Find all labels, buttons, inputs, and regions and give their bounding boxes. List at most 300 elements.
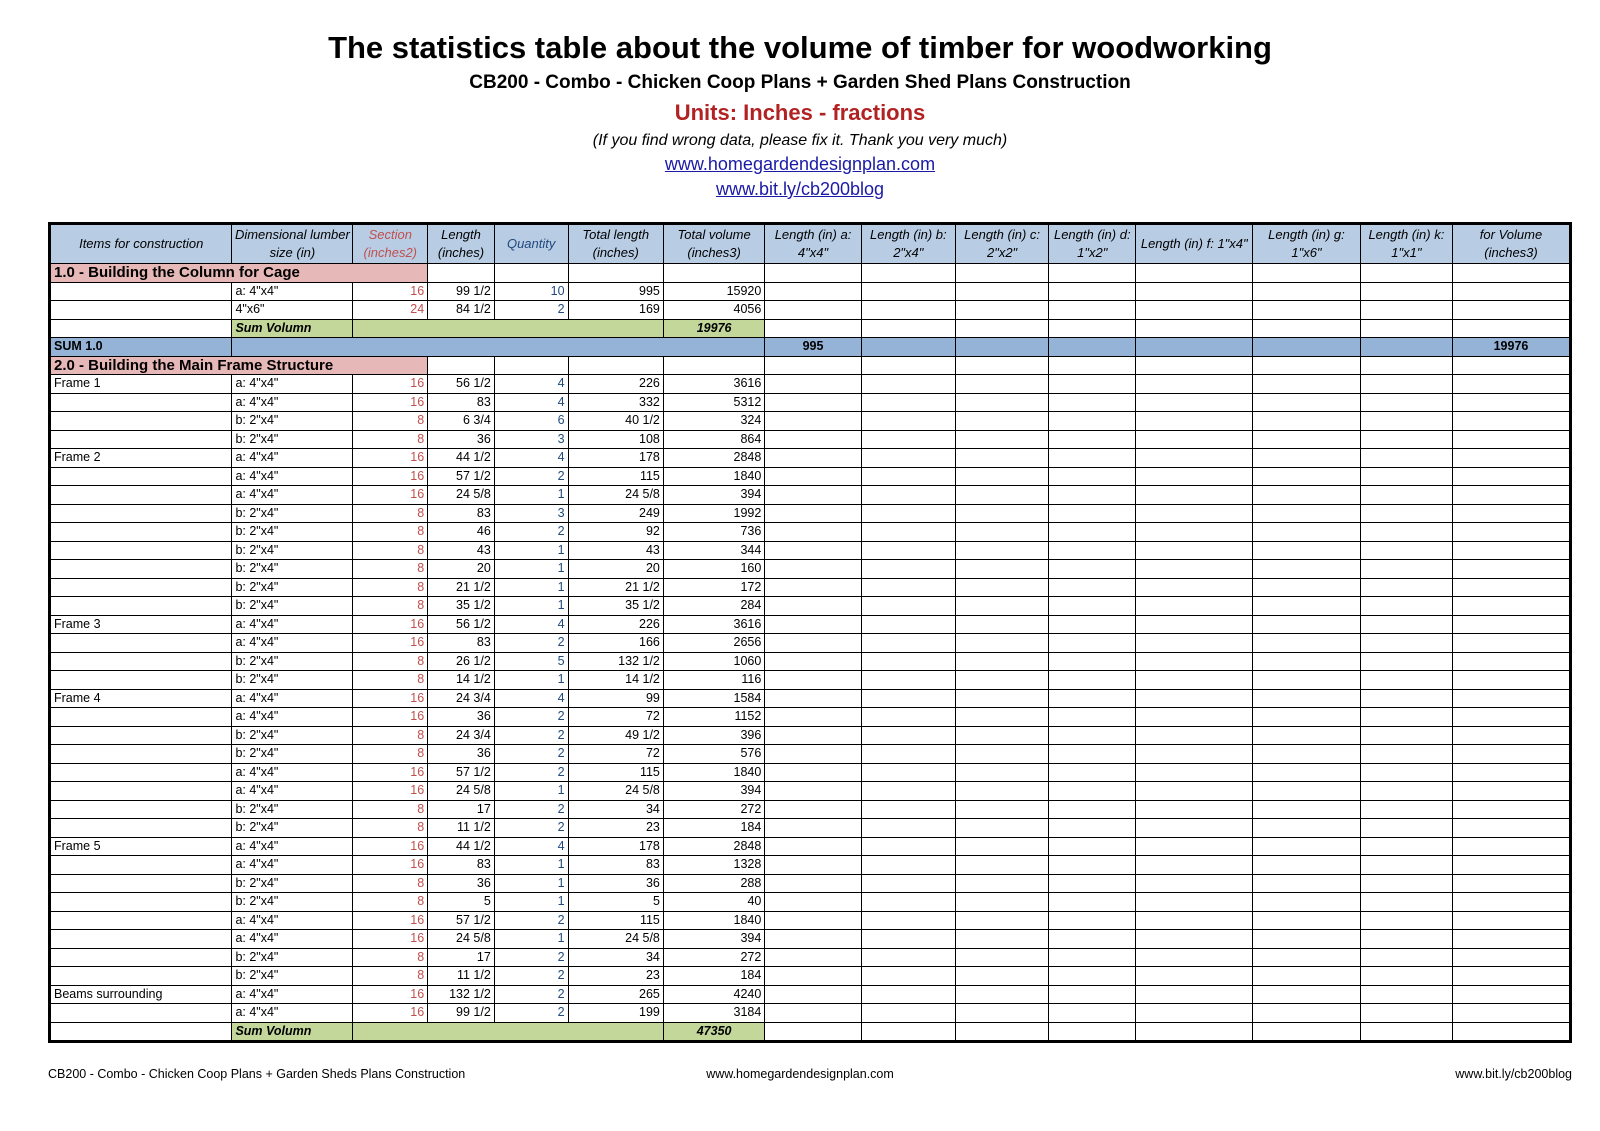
empty-cell <box>765 708 861 727</box>
section-cell: 8 <box>353 523 428 542</box>
empty-cell <box>861 449 955 468</box>
empty-cell <box>1136 1004 1253 1023</box>
section-cell: 8 <box>353 893 428 912</box>
length-cell: 44 1/2 <box>428 837 495 856</box>
empty-cell <box>1360 578 1452 597</box>
length-cell: 24 3/4 <box>428 726 495 745</box>
quantity-cell: 1 <box>494 782 568 801</box>
empty-cell <box>568 264 663 283</box>
empty-cell <box>1360 763 1452 782</box>
section-cell: 16 <box>353 282 428 301</box>
section-cell: 8 <box>353 578 428 597</box>
empty-cell <box>765 1022 861 1042</box>
empty-cell <box>1136 504 1253 523</box>
empty-cell <box>1360 652 1452 671</box>
empty-cell <box>1049 874 1136 893</box>
total-length-cell: 108 <box>568 430 663 449</box>
empty-cell <box>1049 634 1136 653</box>
quantity-cell: 2 <box>494 708 568 727</box>
lumber-size-cell: b: 2"x4" <box>232 948 353 967</box>
table-row <box>50 1004 1571 1023</box>
empty-cell <box>1049 967 1136 986</box>
section-cell: 8 <box>353 967 428 986</box>
footer-center-link[interactable]: www.homegardendesignplan.com <box>706 1067 894 1081</box>
empty-cell <box>1360 412 1452 431</box>
length-cell: 17 <box>428 948 495 967</box>
total-length-cell: 24 5/8 <box>568 486 663 505</box>
quantity-cell: 4 <box>494 615 568 634</box>
empty-cell <box>1136 486 1253 505</box>
empty-cell <box>1136 856 1253 875</box>
item-name-cell <box>50 467 232 486</box>
empty-cell <box>1136 819 1253 838</box>
empty-cell <box>1453 689 1571 708</box>
empty-cell <box>765 837 861 856</box>
total-length-cell: 43 <box>568 541 663 560</box>
empty-cell <box>1253 837 1361 856</box>
timber-volume-table <box>48 222 1572 1043</box>
item-name-cell <box>50 708 232 727</box>
empty-cell <box>1453 504 1571 523</box>
empty-cell <box>765 634 861 653</box>
quantity-cell: 3 <box>494 430 568 449</box>
total-length-cell: 178 <box>568 837 663 856</box>
lumber-size-cell: a: 4"x4" <box>232 634 353 653</box>
empty-cell <box>1453 634 1571 653</box>
section-sum-row <box>50 338 1571 357</box>
length-cell: 83 <box>428 504 495 523</box>
table-body <box>50 264 1571 1042</box>
empty-cell <box>1049 985 1136 1004</box>
empty-cell <box>955 763 1048 782</box>
empty-cell <box>1253 726 1361 745</box>
empty-cell <box>1253 449 1361 468</box>
empty-cell <box>861 393 955 412</box>
table-row <box>50 874 1571 893</box>
section-cell: 16 <box>353 393 428 412</box>
length-cell: 56 1/2 <box>428 615 495 634</box>
empty-cell <box>1049 652 1136 671</box>
item-name-cell <box>50 948 232 967</box>
empty-cell <box>1253 356 1361 375</box>
empty-cell <box>1136 319 1253 338</box>
empty-cell <box>861 264 955 283</box>
length-cell: 20 <box>428 560 495 579</box>
empty-cell <box>861 412 955 431</box>
table-row <box>50 837 1571 856</box>
empty-cell <box>861 375 955 394</box>
empty-cell <box>861 948 955 967</box>
empty-cell <box>955 652 1048 671</box>
total-length-cell: 36 <box>568 874 663 893</box>
table-row <box>50 763 1571 782</box>
empty-cell <box>1136 541 1253 560</box>
sum-length-a: 995 <box>765 338 861 357</box>
empty-cell <box>1049 930 1136 949</box>
empty-cell <box>765 615 861 634</box>
length-cell: 46 <box>428 523 495 542</box>
quantity-cell: 2 <box>494 985 568 1004</box>
total-volume-cell: 272 <box>663 800 764 819</box>
section-cell: 8 <box>353 430 428 449</box>
total-length-cell: 83 <box>568 856 663 875</box>
total-length-cell: 265 <box>568 985 663 1004</box>
website-link[interactable]: www.homegardendesignplan.com <box>664 154 936 174</box>
section-header-row <box>50 356 1571 375</box>
quantity-cell: 4 <box>494 837 568 856</box>
empty-cell <box>1136 708 1253 727</box>
empty-cell <box>765 523 861 542</box>
item-name-cell <box>50 430 232 449</box>
section-cell: 16 <box>353 486 428 505</box>
lumber-size-cell: b: 2"x4" <box>232 430 353 449</box>
empty-cell <box>955 541 1048 560</box>
empty-cell <box>861 967 955 986</box>
section-cell: 16 <box>353 837 428 856</box>
quantity-cell: 1 <box>494 560 568 579</box>
empty-cell <box>1360 671 1452 690</box>
empty-cell <box>1136 338 1253 357</box>
empty-cell <box>955 782 1048 801</box>
empty-cell <box>1453 319 1571 338</box>
empty-cell <box>765 319 861 338</box>
column-header: Quantity <box>494 224 568 264</box>
empty-cell <box>1049 689 1136 708</box>
length-cell: 35 1/2 <box>428 597 495 616</box>
empty-cell <box>861 689 955 708</box>
lumber-size-cell: b: 2"x4" <box>232 597 353 616</box>
empty-cell <box>1049 800 1136 819</box>
total-length-cell: 23 <box>568 819 663 838</box>
total-volume-cell: 1840 <box>663 911 764 930</box>
total-volume-cell: 2848 <box>663 449 764 468</box>
empty-cell <box>1253 948 1361 967</box>
empty-cell <box>232 338 765 357</box>
empty-cell <box>1253 375 1361 394</box>
sum-volume-value: 47350 <box>663 1022 764 1042</box>
empty-cell <box>861 301 955 320</box>
empty-cell <box>955 338 1048 357</box>
empty-cell <box>861 467 955 486</box>
lumber-size-cell: a: 4"x4" <box>232 393 353 412</box>
total-volume-cell: 1328 <box>663 856 764 875</box>
empty-cell <box>955 837 1048 856</box>
empty-cell <box>1453 800 1571 819</box>
quantity-cell: 1 <box>494 893 568 912</box>
lumber-size-cell: b: 2"x4" <box>232 504 353 523</box>
quantity-cell: 6 <box>494 412 568 431</box>
item-name-cell <box>50 726 232 745</box>
length-cell: 57 1/2 <box>428 467 495 486</box>
section-header-row <box>50 264 1571 283</box>
empty-cell <box>1453 375 1571 394</box>
empty-cell <box>1253 430 1361 449</box>
empty-cell <box>1360 819 1452 838</box>
sum-volume-value: 19976 <box>663 319 764 338</box>
empty-cell <box>1360 449 1452 468</box>
empty-cell <box>1360 800 1452 819</box>
item-name-cell: Frame 2 <box>50 449 232 468</box>
empty-cell <box>568 356 663 375</box>
empty-cell <box>1453 412 1571 431</box>
empty-cell <box>1136 1022 1253 1042</box>
item-name-cell <box>50 504 232 523</box>
empty-cell <box>1453 763 1571 782</box>
lumber-size-cell: a: 4"x4" <box>232 930 353 949</box>
empty-cell <box>1049 282 1136 301</box>
total-volume-cell: 344 <box>663 541 764 560</box>
empty-cell <box>955 800 1048 819</box>
sum-volume-label: Sum Volumn <box>232 319 353 338</box>
column-header: Items for construction <box>50 224 232 264</box>
empty-cell <box>765 467 861 486</box>
lumber-size-cell: b: 2"x4" <box>232 967 353 986</box>
empty-cell <box>861 578 955 597</box>
section-cell: 16 <box>353 375 428 394</box>
length-cell: 6 3/4 <box>428 412 495 431</box>
empty-cell <box>765 763 861 782</box>
table-row <box>50 375 1571 394</box>
total-volume-cell: 4240 <box>663 985 764 1004</box>
empty-cell <box>1253 615 1361 634</box>
lumber-size-cell: a: 4"x4" <box>232 449 353 468</box>
table-row <box>50 541 1571 560</box>
total-volume-cell: 576 <box>663 745 764 764</box>
table-row <box>50 523 1571 542</box>
lumber-size-cell: b: 2"x4" <box>232 874 353 893</box>
quantity-cell: 2 <box>494 911 568 930</box>
item-name-cell: Frame 4 <box>50 689 232 708</box>
empty-cell <box>1453 560 1571 579</box>
empty-cell <box>1049 430 1136 449</box>
empty-cell <box>1453 1004 1571 1023</box>
table-row <box>50 671 1571 690</box>
quantity-cell: 2 <box>494 634 568 653</box>
column-header: Total length (inches) <box>568 224 663 264</box>
empty-cell <box>1360 726 1452 745</box>
empty-cell <box>1253 301 1361 320</box>
empty-cell <box>1360 911 1452 930</box>
table-row <box>50 301 1571 320</box>
empty-cell <box>1049 319 1136 338</box>
empty-cell <box>955 449 1048 468</box>
empty-cell <box>955 319 1048 338</box>
empty-cell <box>861 430 955 449</box>
empty-cell <box>1453 301 1571 320</box>
length-cell: 5 <box>428 893 495 912</box>
item-name-cell <box>50 282 232 301</box>
empty-cell <box>1453 523 1571 542</box>
blog-link[interactable]: www.bit.ly/cb200blog <box>715 179 885 199</box>
length-cell: 99 1/2 <box>428 282 495 301</box>
lumber-size-cell: a: 4"x4" <box>232 1004 353 1023</box>
quantity-cell: 2 <box>494 948 568 967</box>
table-row <box>50 856 1571 875</box>
table-row <box>50 948 1571 967</box>
column-header: Length (in) d: 1"x2" <box>1049 224 1136 264</box>
empty-cell <box>955 523 1048 542</box>
empty-cell <box>765 948 861 967</box>
empty-cell <box>765 745 861 764</box>
empty-cell <box>765 726 861 745</box>
column-header: Total volume (inches3) <box>663 224 764 264</box>
section-cell: 16 <box>353 782 428 801</box>
item-name-cell: Beams surrounding <box>50 985 232 1004</box>
lumber-size-cell: 4"x6" <box>232 301 353 320</box>
empty-cell <box>1049 412 1136 431</box>
empty-cell <box>1049 338 1136 357</box>
empty-cell <box>1136 523 1253 542</box>
total-length-cell: 72 <box>568 708 663 727</box>
lumber-size-cell: a: 4"x4" <box>232 375 353 394</box>
empty-cell <box>1253 819 1361 838</box>
empty-cell <box>428 264 495 283</box>
empty-cell <box>1360 338 1452 357</box>
total-length-cell: 23 <box>568 967 663 986</box>
empty-cell <box>765 264 861 283</box>
empty-cell <box>1136 578 1253 597</box>
empty-cell <box>955 615 1048 634</box>
footer-right-link[interactable]: www.bit.ly/cb200blog <box>1455 1067 1572 1081</box>
total-volume-cell: 1152 <box>663 708 764 727</box>
empty-cell <box>1453 356 1571 375</box>
empty-cell <box>861 523 955 542</box>
total-length-cell: 249 <box>568 504 663 523</box>
empty-cell <box>1360 837 1452 856</box>
empty-cell <box>1049 726 1136 745</box>
empty-cell <box>1453 578 1571 597</box>
sum-volume-label: Sum Volumn <box>232 1022 353 1042</box>
empty-cell <box>861 745 955 764</box>
empty-cell <box>1453 745 1571 764</box>
length-cell: 14 1/2 <box>428 671 495 690</box>
empty-cell <box>861 597 955 616</box>
item-name-cell: Frame 3 <box>50 615 232 634</box>
empty-cell <box>861 652 955 671</box>
length-cell: 21 1/2 <box>428 578 495 597</box>
length-cell: 24 5/8 <box>428 782 495 801</box>
empty-cell <box>1360 523 1452 542</box>
empty-cell <box>1360 985 1452 1004</box>
quantity-cell: 1 <box>494 671 568 690</box>
empty-cell <box>353 1022 664 1042</box>
empty-cell <box>1136 985 1253 1004</box>
empty-cell <box>1049 504 1136 523</box>
empty-cell <box>1136 689 1253 708</box>
quantity-cell: 5 <box>494 652 568 671</box>
empty-cell <box>765 393 861 412</box>
table-row <box>50 615 1571 634</box>
lumber-size-cell: b: 2"x4" <box>232 671 353 690</box>
total-length-cell: 34 <box>568 800 663 819</box>
empty-cell <box>861 985 955 1004</box>
lumber-size-cell: a: 4"x4" <box>232 486 353 505</box>
section-cell: 16 <box>353 708 428 727</box>
empty-cell <box>1253 523 1361 542</box>
empty-cell <box>955 856 1048 875</box>
column-header: Dimensional lumber size (in) <box>232 224 353 264</box>
table-row <box>50 597 1571 616</box>
table-row <box>50 578 1571 597</box>
total-length-cell: 995 <box>568 282 663 301</box>
empty-cell <box>765 356 861 375</box>
total-length-cell: 166 <box>568 634 663 653</box>
quantity-cell: 2 <box>494 967 568 986</box>
empty-cell <box>955 264 1048 283</box>
empty-cell <box>1049 782 1136 801</box>
total-length-cell: 21 1/2 <box>568 578 663 597</box>
total-length-cell: 14 1/2 <box>568 671 663 690</box>
empty-cell <box>765 893 861 912</box>
empty-cell <box>1253 985 1361 1004</box>
empty-cell <box>955 1004 1048 1023</box>
empty-cell <box>955 819 1048 838</box>
empty-cell <box>1453 874 1571 893</box>
item-name-cell <box>50 652 232 671</box>
total-length-cell: 49 1/2 <box>568 726 663 745</box>
total-volume-cell: 1840 <box>663 467 764 486</box>
item-name-cell <box>50 800 232 819</box>
empty-cell <box>1253 763 1361 782</box>
lumber-size-cell: a: 4"x4" <box>232 837 353 856</box>
empty-cell <box>861 837 955 856</box>
empty-cell <box>1136 911 1253 930</box>
item-name-cell <box>50 763 232 782</box>
empty-cell <box>1453 1022 1571 1042</box>
length-cell: 43 <box>428 541 495 560</box>
empty-cell <box>955 301 1048 320</box>
item-name-cell: Frame 1 <box>50 375 232 394</box>
empty-cell <box>1360 560 1452 579</box>
total-length-cell: 35 1/2 <box>568 597 663 616</box>
empty-cell <box>1453 782 1571 801</box>
empty-cell <box>765 874 861 893</box>
empty-cell <box>1136 800 1253 819</box>
empty-cell <box>1049 449 1136 468</box>
empty-cell <box>1136 264 1253 283</box>
empty-cell <box>1360 467 1452 486</box>
empty-cell <box>955 356 1048 375</box>
quantity-cell: 2 <box>494 763 568 782</box>
total-volume-cell: 3616 <box>663 615 764 634</box>
lumber-size-cell: b: 2"x4" <box>232 652 353 671</box>
total-length-cell: 199 <box>568 1004 663 1023</box>
empty-cell <box>955 930 1048 949</box>
empty-cell <box>765 671 861 690</box>
section-cell: 8 <box>353 560 428 579</box>
item-name-cell <box>50 1004 232 1023</box>
lumber-size-cell: b: 2"x4" <box>232 726 353 745</box>
empty-cell <box>1360 597 1452 616</box>
empty-cell <box>1453 467 1571 486</box>
sum-volume-total: 19976 <box>1453 338 1571 357</box>
empty-cell <box>1136 282 1253 301</box>
empty-cell <box>1453 652 1571 671</box>
empty-cell <box>861 486 955 505</box>
empty-cell <box>1453 430 1571 449</box>
empty-cell <box>1360 708 1452 727</box>
empty-cell <box>1136 412 1253 431</box>
total-volume-cell: 736 <box>663 523 764 542</box>
empty-cell <box>861 319 955 338</box>
total-length-cell: 226 <box>568 375 663 394</box>
quantity-cell: 2 <box>494 745 568 764</box>
empty-cell <box>861 1022 955 1042</box>
column-header: Length (in) k: 1"x1" <box>1360 224 1452 264</box>
item-name-cell <box>50 486 232 505</box>
table-row <box>50 634 1571 653</box>
length-cell: 26 1/2 <box>428 652 495 671</box>
